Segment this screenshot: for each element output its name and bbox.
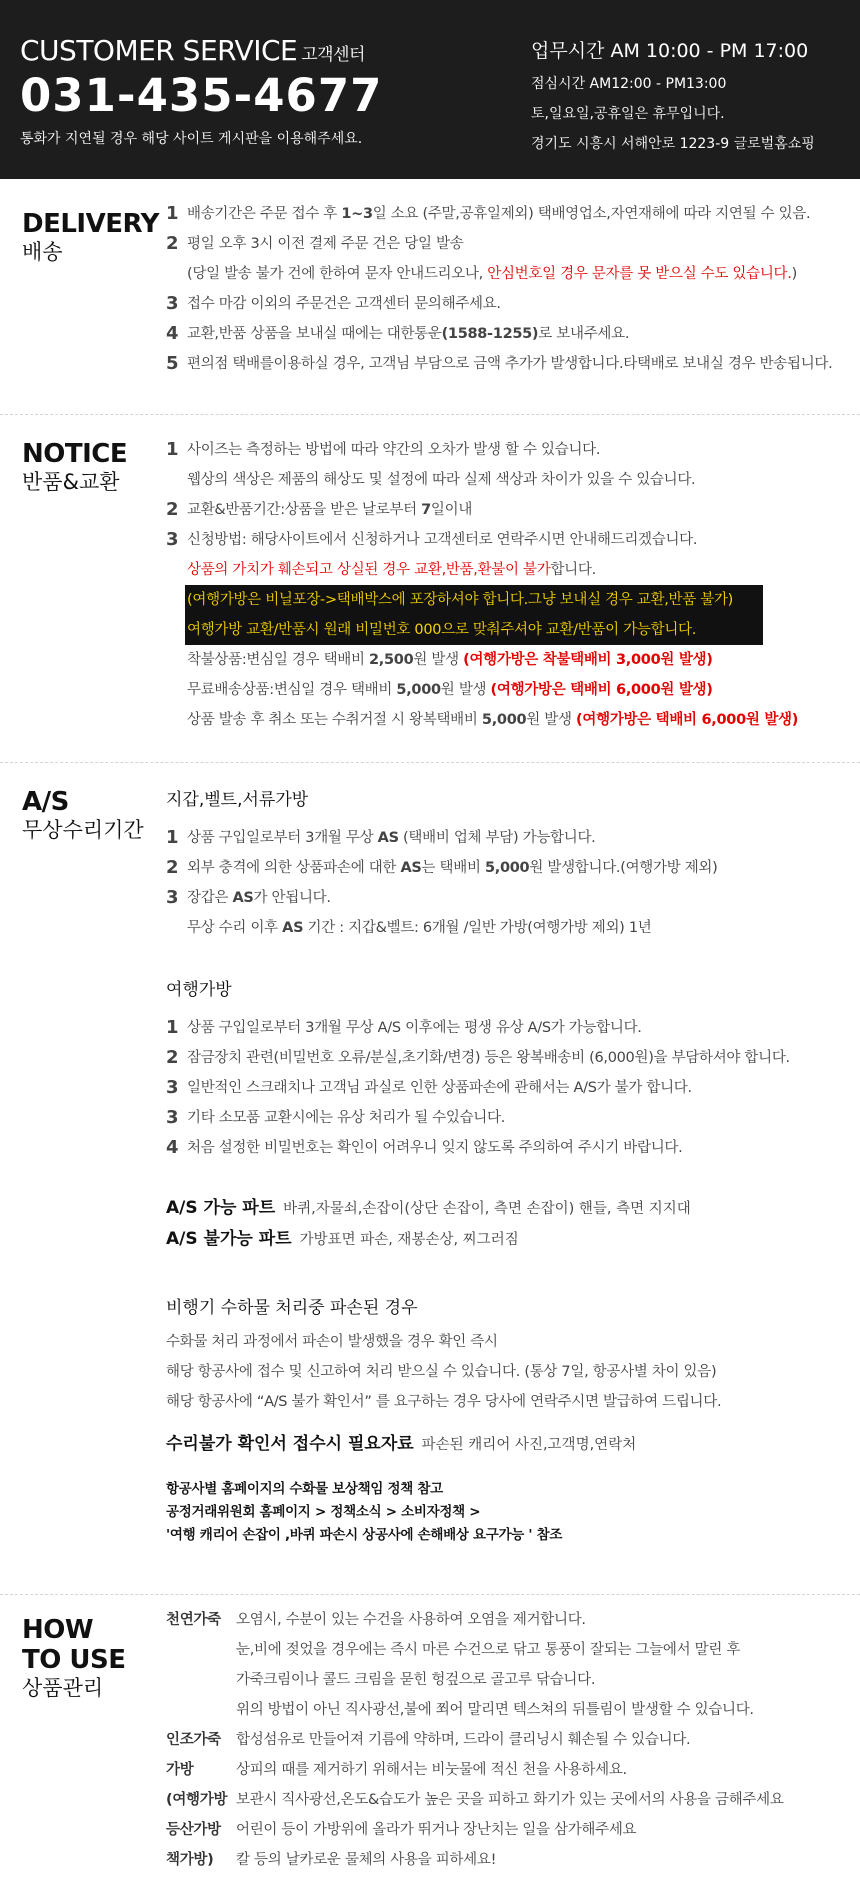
as-subhead: 지갑,벨트,서류가방 <box>166 790 309 810</box>
item-text: 잠금장치 관련(비밀번호 오류/분실,초기화/변경) 등은 왕복배송비 (6,000원)을 부담하셔야 합니다. <box>187 1050 790 1066</box>
reference-note: '여행 캐리어 손잡이 ,바퀴 파손시 상공사에 손해배상 요구가능 ' 참조 <box>166 1527 563 1543</box>
care-label: 천연가죽 <box>166 1612 221 1628</box>
howto-section <box>0 1595 860 1895</box>
notice-title-en: NOTICE <box>22 439 128 469</box>
item-number: 3 <box>166 1077 179 1098</box>
care-row <box>166 1815 860 1845</box>
list-item <box>166 259 860 289</box>
item-text: 합니다. <box>550 562 596 578</box>
list-item <box>166 1013 860 1043</box>
cs-title-ko: 고객센터 <box>301 45 365 65</box>
care-text: 오염시, 수분이 있는 수건을 사용하여 오염을 제거합니다. <box>236 1612 586 1628</box>
list-item <box>166 1043 860 1073</box>
care-label: 인조가죽 <box>166 1732 221 1748</box>
cs-note: 통화가 지연될 경우 해당 사이트 게시판을 이용해주세요. <box>20 131 363 147</box>
item-text: 착불상품:변심일 경우 택배비 <box>187 652 369 668</box>
as-unavailable-parts <box>166 1224 860 1255</box>
item-text: 평일 오후 3시 이전 결제 주문 건은 당일 발송 <box>187 236 464 252</box>
item-text: 기간 : 지갑&벨트: 6개월 /일반 가방(여행가방 제외) 1년 <box>303 920 652 936</box>
delivery-title-ko: 배송 <box>22 240 63 264</box>
holiday-note: 토,일요일,공휴일은 휴무입니다. <box>531 106 725 122</box>
care-row <box>166 1845 860 1875</box>
item-number: 2 <box>166 233 179 254</box>
item-number: 3 <box>166 887 179 908</box>
list-item <box>166 675 860 705</box>
item-text: 처음 설정한 비밀번호는 확인이 어려우니 잊지 않도록 주의하여 주시기 바랍니다. <box>187 1140 683 1156</box>
item-text: 웹상의 색상은 제품의 해상도 및 설정에 따라 실제 색상과 차이가 있을 수 있습니다. <box>187 472 696 488</box>
item-bold: 7 <box>421 502 431 518</box>
list-item <box>166 913 860 943</box>
care-label: 등산가방 <box>166 1822 221 1838</box>
item-number: 1 <box>166 203 179 224</box>
item-number: 5 <box>166 353 179 374</box>
notice-title-ko: 반품&교환 <box>22 470 120 494</box>
lunch-hours: 점심시간 AM12:00 - PM13:00 <box>531 76 727 92</box>
care-row <box>166 1755 860 1785</box>
item-text: 신청방법: 해당사이트에서 신청하거나 고객센터로 연락주시면 안내해드리겠습니다. <box>187 532 698 548</box>
item-text: 교환,반품 상품을 보내실 때에는 대한통운 <box>187 326 442 342</box>
notice-title <box>22 439 127 495</box>
item-number: 3 <box>166 1107 179 1128</box>
as-title <box>22 787 144 843</box>
list-item <box>166 199 860 229</box>
care-text: 보관시 직사광선,온도&습도가 높은 곳을 피하고 화기가 있는 곳에서의 사용을 금해주세요 <box>236 1792 784 1808</box>
delivery-title <box>22 209 159 265</box>
care-text: 칼 등의 날카로운 물체의 사용을 피하세요! <box>236 1852 497 1868</box>
care-row <box>166 1695 860 1725</box>
item-bold: 5,000 <box>396 682 441 698</box>
required-docs <box>166 1429 860 1460</box>
item-number: 2 <box>166 499 179 520</box>
list-item <box>166 1103 860 1133</box>
item-number: 4 <box>166 1137 179 1158</box>
list-item <box>166 585 860 615</box>
item-text: 무상 수리 이후 <box>187 920 283 936</box>
care-text: 합성섬유로 만들어져 기름에 약하며, 드라이 클리닝시 훼손될 수 있습니다. <box>236 1732 691 1748</box>
customer-service-header <box>0 0 860 179</box>
part-value: 가방표면 파손, 재봉손상, 찌그러짐 <box>299 1232 519 1248</box>
item-text: (택배비 업체 부담) 가능합니다. <box>398 830 596 846</box>
list-item <box>166 705 860 735</box>
delivery-section <box>0 179 860 415</box>
hours-block <box>531 36 815 153</box>
item-text: (당일 발송 불가 건에 한하여 문자 안내드리오나, <box>187 266 488 282</box>
item-text: 원 발생합니다.(여행가방 제외) <box>529 860 718 876</box>
list-item <box>166 1073 860 1103</box>
care-text: 어린이 등이 가방위에 올라가 뛰거나 장난치는 일을 삼가해주세요 <box>236 1822 637 1838</box>
item-number: 2 <box>166 857 179 878</box>
item-text: 가 안됩니다. <box>253 890 331 906</box>
reference-note: 항공사별 홈페이지의 수화물 보상책임 정책 참고 <box>166 1481 443 1497</box>
item-text: 편의점 택배를이용하실 경우, 고객님 부담으로 금액 추가가 발생합니다.타택배로 보내실 경우 반송됩니다. <box>187 356 833 372</box>
as-available-parts <box>166 1193 860 1224</box>
docs-label: 수리불가 확인서 접수시 필요자료 <box>166 1434 414 1454</box>
as-subhead: 비행기 수하물 처리중 파손된 경우 <box>166 1298 418 1318</box>
airline-text: 수화물 처리 과정에서 파손이 발생했을 경우 확인 즉시 <box>166 1334 498 1350</box>
item-text: 접수 마감 이외의 주문건은 고객센터 문의해주세요. <box>187 296 501 312</box>
care-text: 가죽크림이나 콜드 크림을 묻힌 헝겊으로 골고루 닦습니다. <box>236 1672 596 1688</box>
item-text: 일반적인 스크래치나 고객님 과실로 인한 상품파손에 관해서는 A/S가 불가 합니다. <box>187 1080 692 1096</box>
care-text: 위의 방법이 아닌 직사광선,불에 쬐어 말리면 텍스쳐의 뒤틀림이 발생할 수 있습니다. <box>236 1702 754 1718</box>
delivery-items <box>166 199 860 379</box>
care-text: 상피의 때를 제거하기 위해서는 비눗물에 적신 천을 사용하세요. <box>236 1762 627 1778</box>
list-item <box>166 465 860 495</box>
care-label: 책가방) <box>166 1852 214 1868</box>
contact-block <box>20 34 382 148</box>
list-item <box>166 229 860 259</box>
business-hours: 업무시간 AM 10:00 - PM 17:00 <box>531 40 809 62</box>
item-text: 상품 발송 후 취소 또는 수취거절 시 왕복택배비 <box>187 712 482 728</box>
warning-text: (여행가방은 착불택배비 3,000원 발생) <box>463 652 713 668</box>
item-bold: AS <box>232 890 254 906</box>
item-text: 교환&반품기간:상품을 받은 날로부터 <box>187 502 422 518</box>
item-text: 원 발생 <box>413 652 464 668</box>
item-text: 무료배송상품:변심일 경우 택배비 <box>187 682 397 698</box>
item-bold: 2,500 <box>369 652 414 668</box>
item-number: 3 <box>166 529 179 550</box>
care-row <box>166 1605 860 1635</box>
item-text: 일이내 <box>430 502 473 518</box>
list-item <box>166 823 860 853</box>
item-text: 배송기간은 주문 접수 후 <box>187 206 342 222</box>
list-item <box>166 555 860 585</box>
reference-note: 공정거래위원회 홈페이지 > 정책소식 > 소비자정책 > <box>166 1504 481 1520</box>
as-subhead: 여행가방 <box>166 980 232 1000</box>
delivery-title-en: DELIVERY <box>22 209 159 239</box>
item-number: 2 <box>166 1047 179 1068</box>
item-bold: AS <box>400 860 422 876</box>
list-item <box>166 883 860 913</box>
item-text: 일 소요 (주말,공휴일제외) 택배영업소,자연재해에 따라 지연될 수 있음. <box>372 206 811 222</box>
care-label: 가방 <box>166 1762 194 1778</box>
item-text: 사이즈는 측정하는 방법에 따라 약간의 오차가 발생 할 수 있습니다. <box>187 442 601 458</box>
phone-number: 031-435-4677 <box>20 69 383 122</box>
part-value: 바퀴,자물쇠,손잡이(상단 손잡이, 측면 손잡이) 핸들, 측면 지지대 <box>283 1201 691 1217</box>
howto-title-ko: 상품관리 <box>22 1676 104 1700</box>
docs-value: 파손된 캐리어 사진,고객명,연락처 <box>421 1437 637 1453</box>
cs-title <box>20 34 382 67</box>
item-bold: AS <box>377 830 399 846</box>
item-text: 원 발생 <box>526 712 577 728</box>
list-item <box>166 289 860 319</box>
highlight-box: 여행가방 교환/반품시 원래 비밀번호 000으로 맞춰주셔야 교환/반품이 가능합니다. <box>185 615 763 645</box>
list-item <box>166 1133 860 1163</box>
item-bold: 5,000 <box>484 860 530 876</box>
list-item <box>166 349 860 379</box>
howto-content <box>166 1605 860 1875</box>
list-item <box>166 435 860 465</box>
care-row <box>166 1635 860 1665</box>
item-number: 1 <box>166 1017 179 1038</box>
item-text: 장갑은 <box>187 890 233 906</box>
as-section <box>0 763 860 1595</box>
delivery-content <box>166 199 860 379</box>
item-text: 상품 구입일로부터 3개월 무상 <box>187 830 378 846</box>
list-item <box>166 495 860 525</box>
airline-text: 해당 항공사에 접수 및 신고하여 처리 받으실 수 있습니다. (통상 7일, 항공사별 차이 있음) <box>166 1364 717 1380</box>
warning-text: (여행가방은 택배비 6,000원 발생) <box>490 682 713 698</box>
item-text: ) <box>791 266 797 282</box>
phone-bold: (1588-1255) <box>441 326 539 342</box>
list-item <box>166 645 860 675</box>
notice-content <box>166 435 860 735</box>
notice-section <box>0 415 860 763</box>
part-label: A/S 불가능 파트 <box>166 1229 292 1249</box>
item-text: 기타 소모품 교환시에는 유상 처리가 될 수있습니다. <box>187 1110 506 1126</box>
item-number: 1 <box>166 439 179 460</box>
address: 경기도 시흥시 서해안로 1223-9 글로벌홈쇼핑 <box>531 136 815 152</box>
cs-title-en: CUSTOMER SERVICE <box>20 34 298 67</box>
item-text: 는 택배비 <box>421 860 485 876</box>
part-label: A/S 가능 파트 <box>166 1198 276 1218</box>
care-row <box>166 1785 860 1815</box>
howto-title-en: HOW <box>22 1615 94 1645</box>
item-number: 1 <box>166 827 179 848</box>
item-text: 상품 구입일로부터 3개월 무상 A/S 이후에는 평생 유상 A/S가 가능합니다. <box>187 1020 642 1036</box>
care-label: (여행가방 <box>166 1792 228 1808</box>
item-number: 4 <box>166 323 179 344</box>
item-number: 3 <box>166 293 179 314</box>
warning-text: 상품의 가치가 훼손되고 상실된 경우 교환,반품,환불이 불가 <box>187 562 551 578</box>
item-text: 원 발생 <box>440 682 491 698</box>
list-item <box>166 615 860 645</box>
warning-text: (여행가방은 택배비 6,000원 발생) <box>576 712 799 728</box>
care-text: 눈,비에 젖었을 경우에는 즉시 마른 수건으로 닦고 통풍이 잘되는 그늘에서 말린 후 <box>236 1642 741 1658</box>
item-bold: AS <box>282 920 304 936</box>
item-text: 외부 충격에 의한 상품파손에 대한 <box>187 860 401 876</box>
item-bold: 1~3 <box>341 206 373 222</box>
list-item <box>166 319 860 349</box>
howto-title-en: TO USE <box>22 1645 126 1675</box>
as-title-ko: 무상수리기간 <box>22 818 144 842</box>
warning-text: 안심번호일 경우 문자를 못 받으실 수도 있습니다. <box>487 266 792 282</box>
item-text: 로 보내주세요. <box>538 326 630 342</box>
list-item <box>166 853 860 883</box>
airline-text: 해당 항공사에 “A/S 불가 확인서” 를 요구하는 경우 당사에 연락주시면 발급하여 드립니다. <box>166 1394 722 1410</box>
list-item <box>166 525 860 555</box>
highlight-box: (여행가방은 비닐포장->택배박스에 포장하셔야 합니다.그냥 보내실 경우 교환,반품 불가) <box>185 585 763 615</box>
as-content <box>166 785 860 1547</box>
howto-title <box>22 1615 126 1701</box>
item-bold: 5,000 <box>481 712 527 728</box>
care-row <box>166 1725 860 1755</box>
care-row <box>166 1665 860 1695</box>
as-title-en: A/S <box>22 787 69 817</box>
